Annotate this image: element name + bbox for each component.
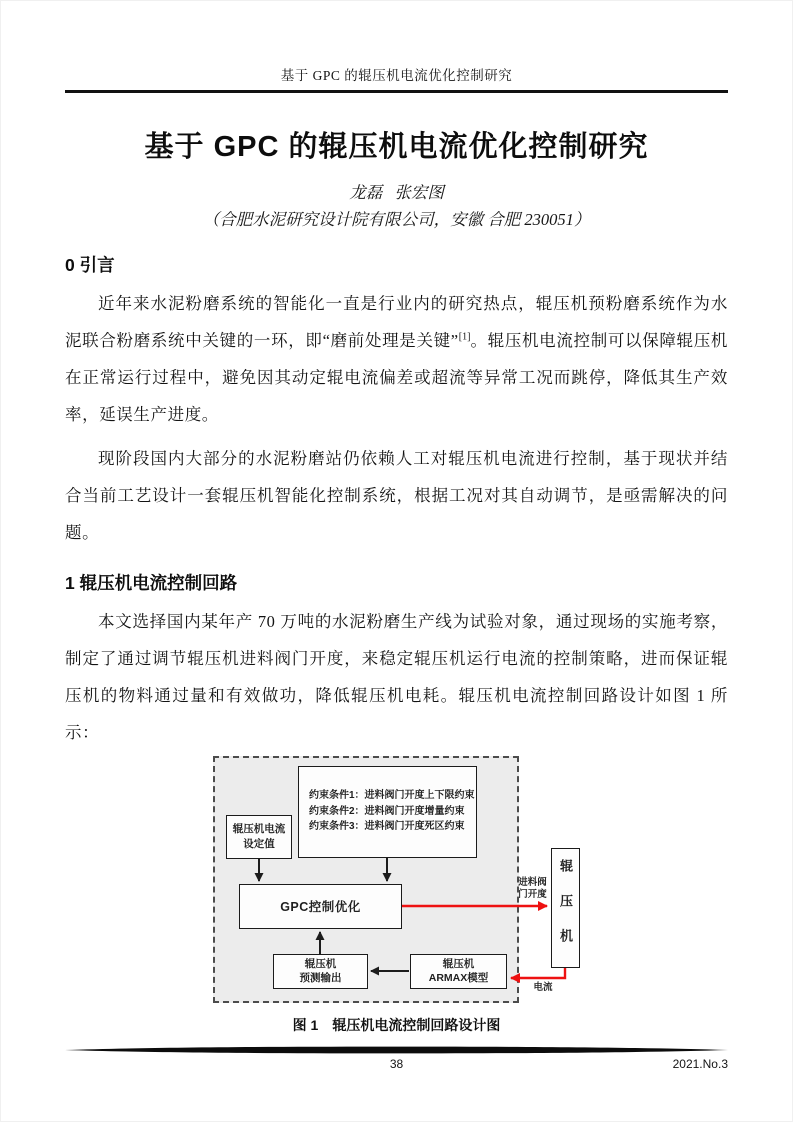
gpc-box-label: GPC控制优化 <box>280 900 361 914</box>
constraint-line-3: 约束条件3：进料阀门开度死区约束 <box>309 821 465 833</box>
footer-rule-bar <box>65 1046 728 1054</box>
figure-1-caption: 图 1 辊压机电流控制回路设计图 <box>292 1016 501 1033</box>
setpoint-box-line2: 设定值 <box>243 837 275 850</box>
page-number: 38 <box>389 1056 404 1071</box>
authors-line: 龙磊 张宏图 <box>349 182 444 202</box>
current-label: 电流 <box>533 981 553 993</box>
gpc-optimization-box <box>239 884 402 929</box>
intro-paragraph-1-text: 近年来水泥粉磨系统的智能化一直是行业内的研究热点，辊压机预粉磨系统作为水泥联合粉磨系统中关键的一环，即“磨前处理是关键” <box>65 293 728 350</box>
intro-paragraph-2: 现阶段国内大部分的水泥粉磨站仍依赖人工对辊压机电流进行控制，基于现状并结合当前工艺设计一套辊压机智能化控制系统，根据工况对其自动调节，是亟需解决的问题。 <box>65 448 728 542</box>
paper-title: 基于 GPC 的辊压机电流优化控制研究 <box>144 130 649 163</box>
prediction-output-box <box>273 954 368 989</box>
setpoint-box <box>226 815 292 859</box>
armax-box-line1: 辊压机 <box>442 958 475 970</box>
intro-paragraph-1 <box>65 285 728 433</box>
prediction-box-line2: 预测输出 <box>299 972 342 984</box>
arrow-roller-current-to-armax <box>511 968 565 978</box>
constraint-line-2: 约束条件2：进料阀门开度增量约束 <box>309 805 465 817</box>
running-header-title: 基于 GPC 的辊压机电流优化控制研究 <box>280 68 513 83</box>
prediction-box-line1: 辊压机 <box>304 958 337 970</box>
loop-paragraph-1: 本文选择国内某年产 70 万吨的水泥粉磨生产线为试验对象，通过现场的实施考察，制定了通过调节辊压机进料阀门开度，来稳定辊压机运行电流的控制策略，进而保证辊压机的物料通过量和有效做功，降低辊压机电耗。辊压机电流控制回路设计如图 1 所示： <box>65 611 728 742</box>
constraint-line-1: 约束条件1：进料阀门开度上下限约束 <box>309 790 475 802</box>
citation-ref-1: [1] <box>458 331 471 342</box>
header-rule <box>65 90 728 93</box>
armax-box-line2: ARMAX模型 <box>428 972 489 984</box>
affiliation-line: （合肥水泥研究设计院有限公司，安徽 合肥 230051） <box>202 209 591 229</box>
issue-number: 2021.No.3 <box>672 1056 728 1071</box>
valve-opening-label: 进料阀门开度 <box>518 876 547 900</box>
roller-press-box: 辊压机 <box>551 848 580 968</box>
constraints-box <box>298 766 477 858</box>
page-footer <box>65 1046 728 1073</box>
setpoint-box-line1: 辊压机电流 <box>232 822 286 835</box>
figure-1-diagram <box>65 751 728 1009</box>
section-heading-intro: 0 引言 <box>65 254 115 275</box>
section-heading-loop: 1 辊压机电流控制回路 <box>65 572 238 593</box>
intro-paragraph-1-cont: 。辊压机电流控制可以保障辊压机在正常运行过程中，避免因其动定辊电流偏差或超流等异常工况而跳停，降低其生产效率，延误生产进度。 <box>65 330 729 424</box>
armax-model-box <box>410 954 507 989</box>
footer-row <box>65 1055 728 1073</box>
running-header <box>65 0 728 93</box>
